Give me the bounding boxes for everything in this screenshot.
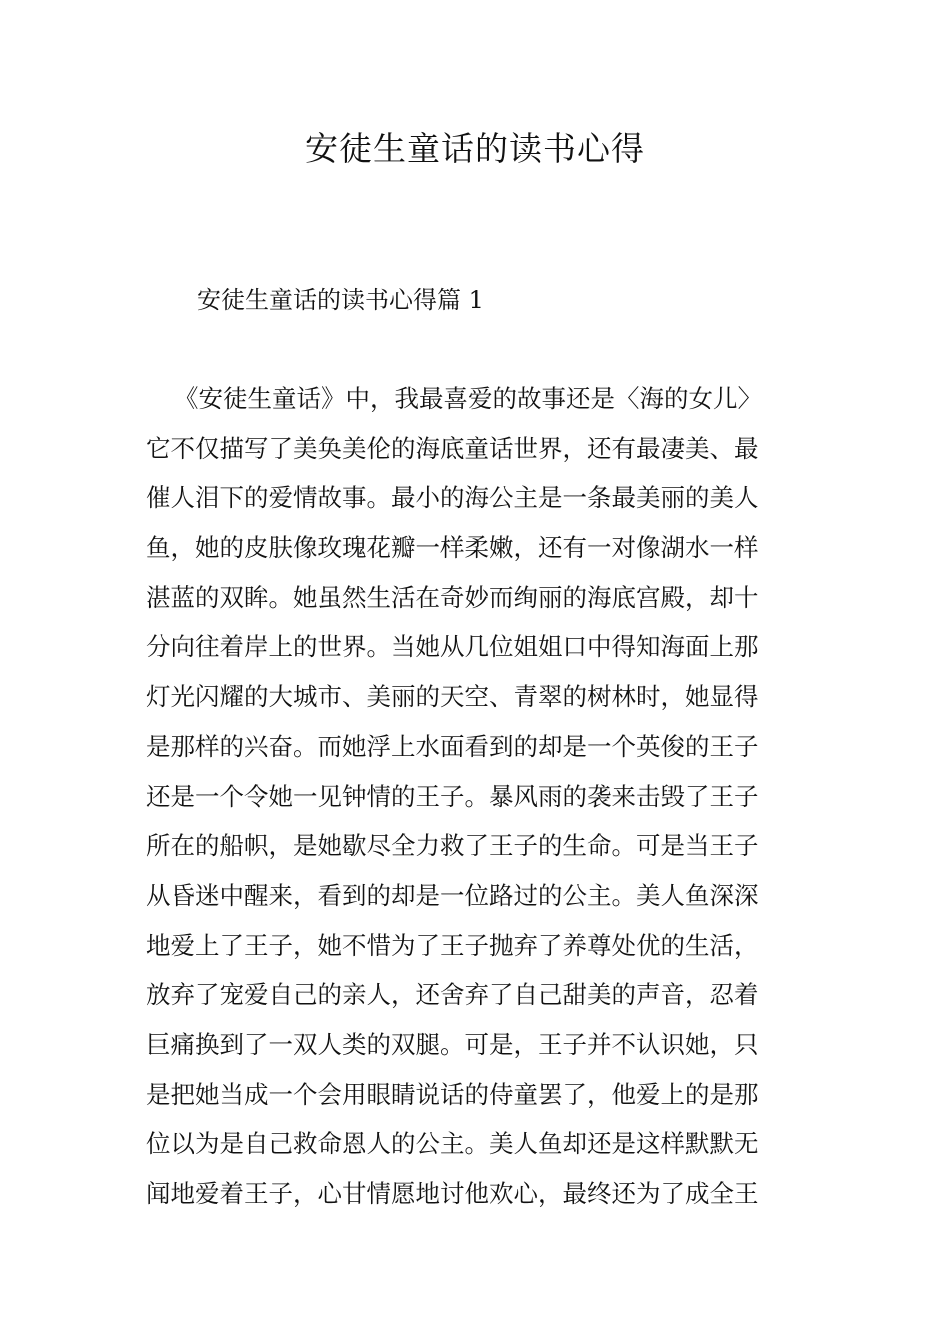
- section-heading: 安徒生童话的读书心得篇 1: [197, 286, 484, 314]
- document-title: 安徒生童话的读书心得: [305, 129, 645, 168]
- paragraph-line: 地爱上了王子，她不惜为了王子抛弃了养尊处优的生活，: [146, 930, 759, 960]
- paragraph-line: 湛蓝的双眸。她虽然生活在奇妙而绚丽的海底宫殿，却十: [146, 582, 759, 612]
- paragraph-line: 闻地爱着王子，心甘情愿地讨他欢心，最终还为了成全王: [146, 1179, 759, 1208]
- paragraph-line: 放弃了宠爱自己的亲人，还舍弃了自己甜美的声音，忍着: [146, 980, 759, 1010]
- paragraph-line: 巨痛换到了一双人类的双腿。可是，王子并不认识她，只: [146, 1029, 759, 1059]
- paragraph-line: 是那样的兴奋。而她浮上水面看到的却是一个英俊的王子: [146, 731, 759, 761]
- paragraph-line: 所在的船帜，是她歇尽全力救了王子的生命。可是当王子: [146, 831, 759, 861]
- paragraph-line: 《安徒生童话》中，我最喜爱的故事还是〈海的女儿〉: [174, 384, 762, 413]
- paragraph-line: 灯光闪耀的大城市、美丽的天空、青翠的树林时，她显得: [146, 682, 759, 712]
- paragraph-line: 是把她当成一个会用眼睛说话的侍童罢了，他爱上的是那: [146, 1079, 759, 1109]
- paragraph-line: 鱼，她的皮肤像玫瑰花瓣一样柔嫩，还有一对像湖水一样: [146, 533, 759, 563]
- paragraph-line: 位以为是自己救命恩人的公主。美人鱼却还是这样默默无: [146, 1129, 759, 1159]
- paragraph-line: 还是一个令她一见钟情的王子。暴风雨的袭来击毁了王子: [146, 781, 759, 811]
- paragraph-line: 从昏迷中醒来，看到的却是一位路过的公主。美人鱼深深: [146, 880, 759, 910]
- paragraph-line: 催人泪下的爱情故事。最小的海公主是一条最美丽的美人: [146, 483, 759, 513]
- paragraph-line: 分向往着岸上的世界。当她从几位姐姐口中得知海面上那: [146, 632, 759, 662]
- body-paragraph: [146, 374, 816, 1219]
- paragraph-line: 它不仅描写了美奂美伦的海底童话世界，还有最凄美、最: [146, 433, 759, 463]
